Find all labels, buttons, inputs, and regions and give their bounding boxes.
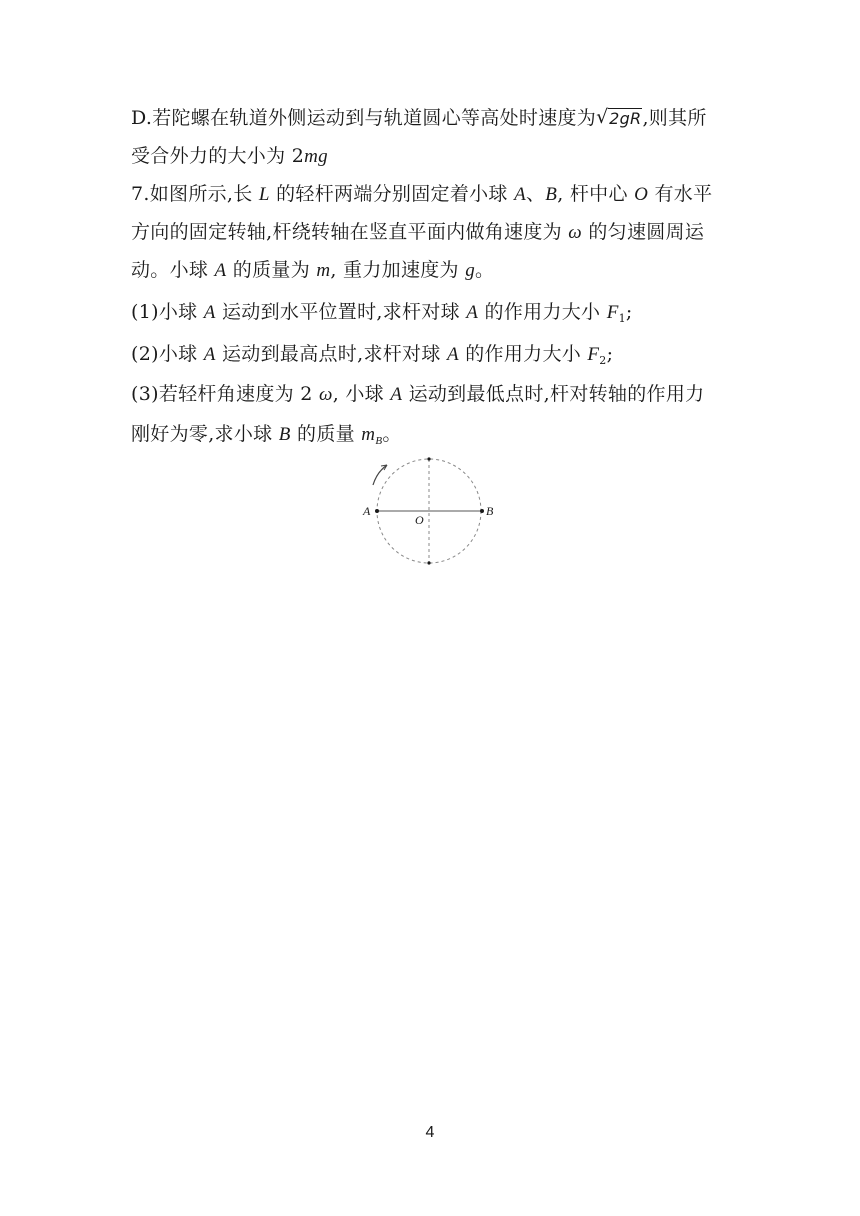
q7-text: 7.如图所示,长 (131, 183, 259, 205)
question-7-line-3 (131, 256, 494, 285)
var-g: g (465, 260, 476, 281)
ball-b-point (480, 509, 484, 513)
ball-a-point (375, 509, 379, 513)
var-A: A (214, 260, 227, 281)
part-2-text: 的作用力大小 (458, 343, 588, 365)
question-7-line-2 (131, 218, 704, 247)
sqrt-expression (596, 105, 642, 133)
var-m: m (316, 260, 331, 281)
option-d-text: D.若陀螺在轨道外侧运动到与轨道圆心等高处时速度为 (131, 107, 597, 129)
subscript-1: 1 (618, 312, 626, 325)
part-3-text: 刚好为零,求小球 (131, 423, 279, 445)
q7-text: 。 (475, 259, 495, 281)
radical-sign: √ (596, 106, 609, 128)
part-3-text: 。 (382, 423, 402, 445)
var-A: A (447, 344, 459, 365)
label-b: B (486, 504, 494, 518)
option-d-line-1 (131, 104, 707, 133)
var-A: A (203, 302, 216, 323)
var-mg: mg (304, 146, 328, 167)
page-number: 4 (425, 1124, 435, 1141)
q7-text: 的质量为 (226, 259, 317, 281)
var-m: m (361, 424, 376, 445)
label-a: A (363, 504, 371, 518)
label-o: O (415, 513, 424, 527)
question-7-line-1 (131, 180, 712, 209)
subscript-2: 2 (599, 354, 607, 367)
var-omega: ω (318, 384, 333, 405)
var-B: B (278, 424, 291, 445)
part-1-text: ; (625, 301, 633, 323)
option-d-force-text: 受合外力的大小为 2 (131, 145, 305, 167)
part-1-text: (1)小球 (131, 301, 204, 323)
var-A: A (390, 384, 403, 405)
var-A: A (203, 344, 216, 365)
part-2-text: 运动到最高点时,求杆对球 (215, 343, 447, 365)
q7-text: 方向的固定转轴,杆绕转轴在竖直平面内做角速度为 (131, 221, 569, 243)
q7-text: 有水平 (648, 183, 713, 205)
q7-text: 、 (525, 183, 546, 205)
var-O: O (634, 184, 649, 205)
part-2-text: ; (606, 343, 614, 365)
subscript-B: B (375, 435, 383, 447)
part-3-text: , 小球 (332, 383, 391, 405)
var-F: F (606, 302, 619, 323)
var-A: A (514, 184, 526, 205)
part-1-text: 运动到水平位置时,求杆对球 (215, 301, 467, 323)
var-omega: ω (568, 222, 582, 243)
q7-text: 的轻杆两端分别固定着小球 (269, 183, 515, 205)
q7-text: 的匀速圆周运 (582, 221, 705, 243)
part-2 (131, 340, 613, 375)
part-3-text: 运动到最低点时,杆对转轴的作用力 (402, 383, 705, 405)
var-A: A (466, 302, 479, 323)
top-point (427, 457, 430, 460)
part-1 (131, 298, 633, 333)
diagram-svg (355, 452, 505, 572)
part-3-line-1 (131, 380, 704, 409)
q7-text: , 重力加速度为 (330, 259, 466, 281)
part-1-text: 的作用力大小 (478, 301, 607, 323)
part-3-text: 的质量 (290, 423, 362, 445)
sqrt-radicand: 2gR (609, 109, 642, 128)
var-B: B (545, 184, 558, 205)
rod-rotation-diagram (355, 452, 505, 572)
part-3-line-2 (131, 420, 402, 455)
option-d-text-end: ,则其所 (642, 107, 707, 129)
option-d-line-2 (131, 142, 328, 171)
q7-text: 动。小球 (131, 259, 215, 281)
q7-text: , 杆中心 (557, 183, 635, 205)
bottom-point (427, 561, 430, 564)
var-F: F (587, 344, 600, 365)
part-2-text: (2)小球 (131, 343, 204, 365)
var-L: L (258, 184, 270, 205)
part-3-text: (3)若轻杆角速度为 2 (131, 383, 319, 405)
